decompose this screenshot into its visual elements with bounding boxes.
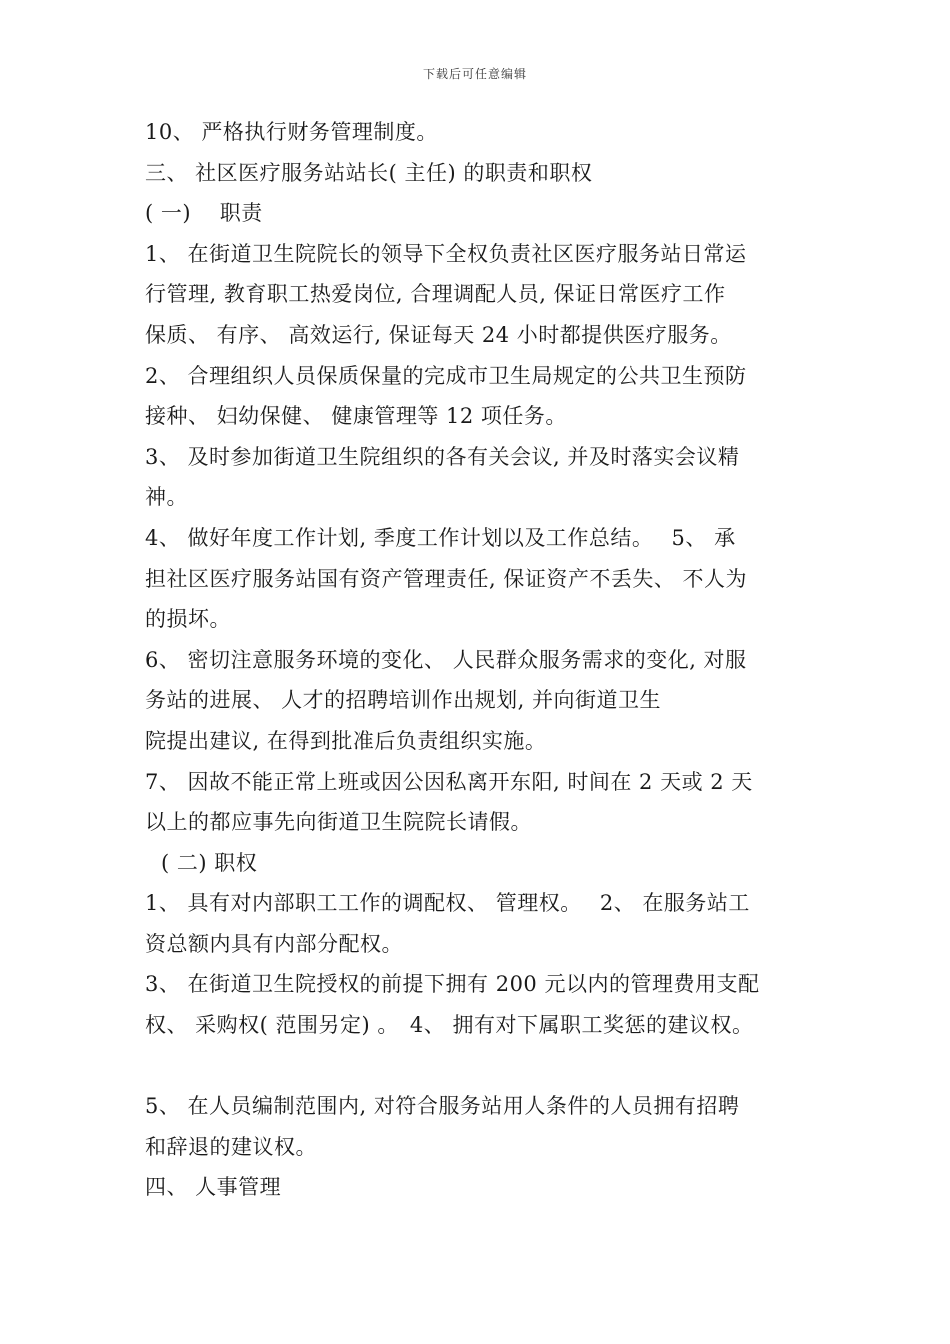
text-line: 担社区医疗服务站国有资产管理责任, 保证资产不丢失、 不人为 — [145, 566, 748, 591]
text-line: 3、 在街道卫生院授权的前提下拥有 200 元以内的管理费用支配 — [145, 972, 760, 997]
text-line: 2、 合理组织人员保质保量的完成市卫生局规定的公共卫生预防 — [145, 363, 747, 388]
text-line: 5、 在人员编制范围内, 对符合服务站用人条件的人员拥有招聘 — [145, 1094, 740, 1119]
text-line: 和辞退的建议权。 — [145, 1134, 317, 1159]
section-heading: 三、 社区医疗服务站站长( 主任) 的职责和职权 — [145, 160, 593, 185]
text-line: 接种、 妇幼保健、 健康管理等 12 项任务。 — [145, 404, 567, 429]
subsection-heading: ( 一) 职责 — [145, 201, 263, 226]
blank-line — [145, 1046, 825, 1087]
page-header-note: 下载后可任意编辑 — [422, 67, 527, 81]
text-line: 以上的都应事先向街道卫生院院长请假。 — [145, 810, 532, 835]
text-line: 7、 因故不能正常上班或因公因私离开东阳, 时间在 2 天或 2 天 — [145, 769, 753, 794]
text-line: 3、 及时参加街道卫生院组织的各有关会议, 并及时落实会议精 — [145, 444, 740, 469]
document-body — [145, 112, 825, 1208]
text-line: 的损坏。 — [145, 607, 231, 632]
text-line: 1、 具有对内部职工工作的调配权、 管理权。 2、 在服务站工 — [145, 891, 750, 916]
text-line: 院提出建议, 在得到批准后负责组织实施。 — [145, 728, 547, 753]
text-line: 资总额内具有内部分配权。 — [145, 931, 403, 956]
text-line: 1、 在街道卫生院院长的领导下全权负责社区医疗服务站日常运 — [145, 241, 747, 266]
text-line: 神。 — [145, 485, 188, 510]
text-line: 4、 做好年度工作计划, 季度工作计划以及工作总结。 5、 承 — [145, 525, 736, 550]
section-heading: 四、 人事管理 — [145, 1175, 282, 1200]
text-line: 保质、 有序、 高效运行, 保证每天 24 小时都提供医疗服务。 — [145, 322, 732, 347]
text-line: 6、 密切注意服务环境的变化、 人民群众服务需求的变化, 对服 — [145, 647, 747, 672]
subsection-heading: ( 二) 职权 — [161, 850, 258, 875]
text-line: 务站的进展、 人才的招聘培训作出规划, 并向街道卫生 — [145, 688, 662, 713]
text-line: 权、 采购权( 范围另定) 。 4、 拥有对下属职工奖惩的建议权。 — [145, 1013, 754, 1038]
text-line: 行管理, 教育职工热爱岗位, 合理调配人员, 保证日常医疗工作 — [145, 282, 726, 307]
text-line: 10、 严格执行财务管理制度。 — [145, 120, 438, 144]
